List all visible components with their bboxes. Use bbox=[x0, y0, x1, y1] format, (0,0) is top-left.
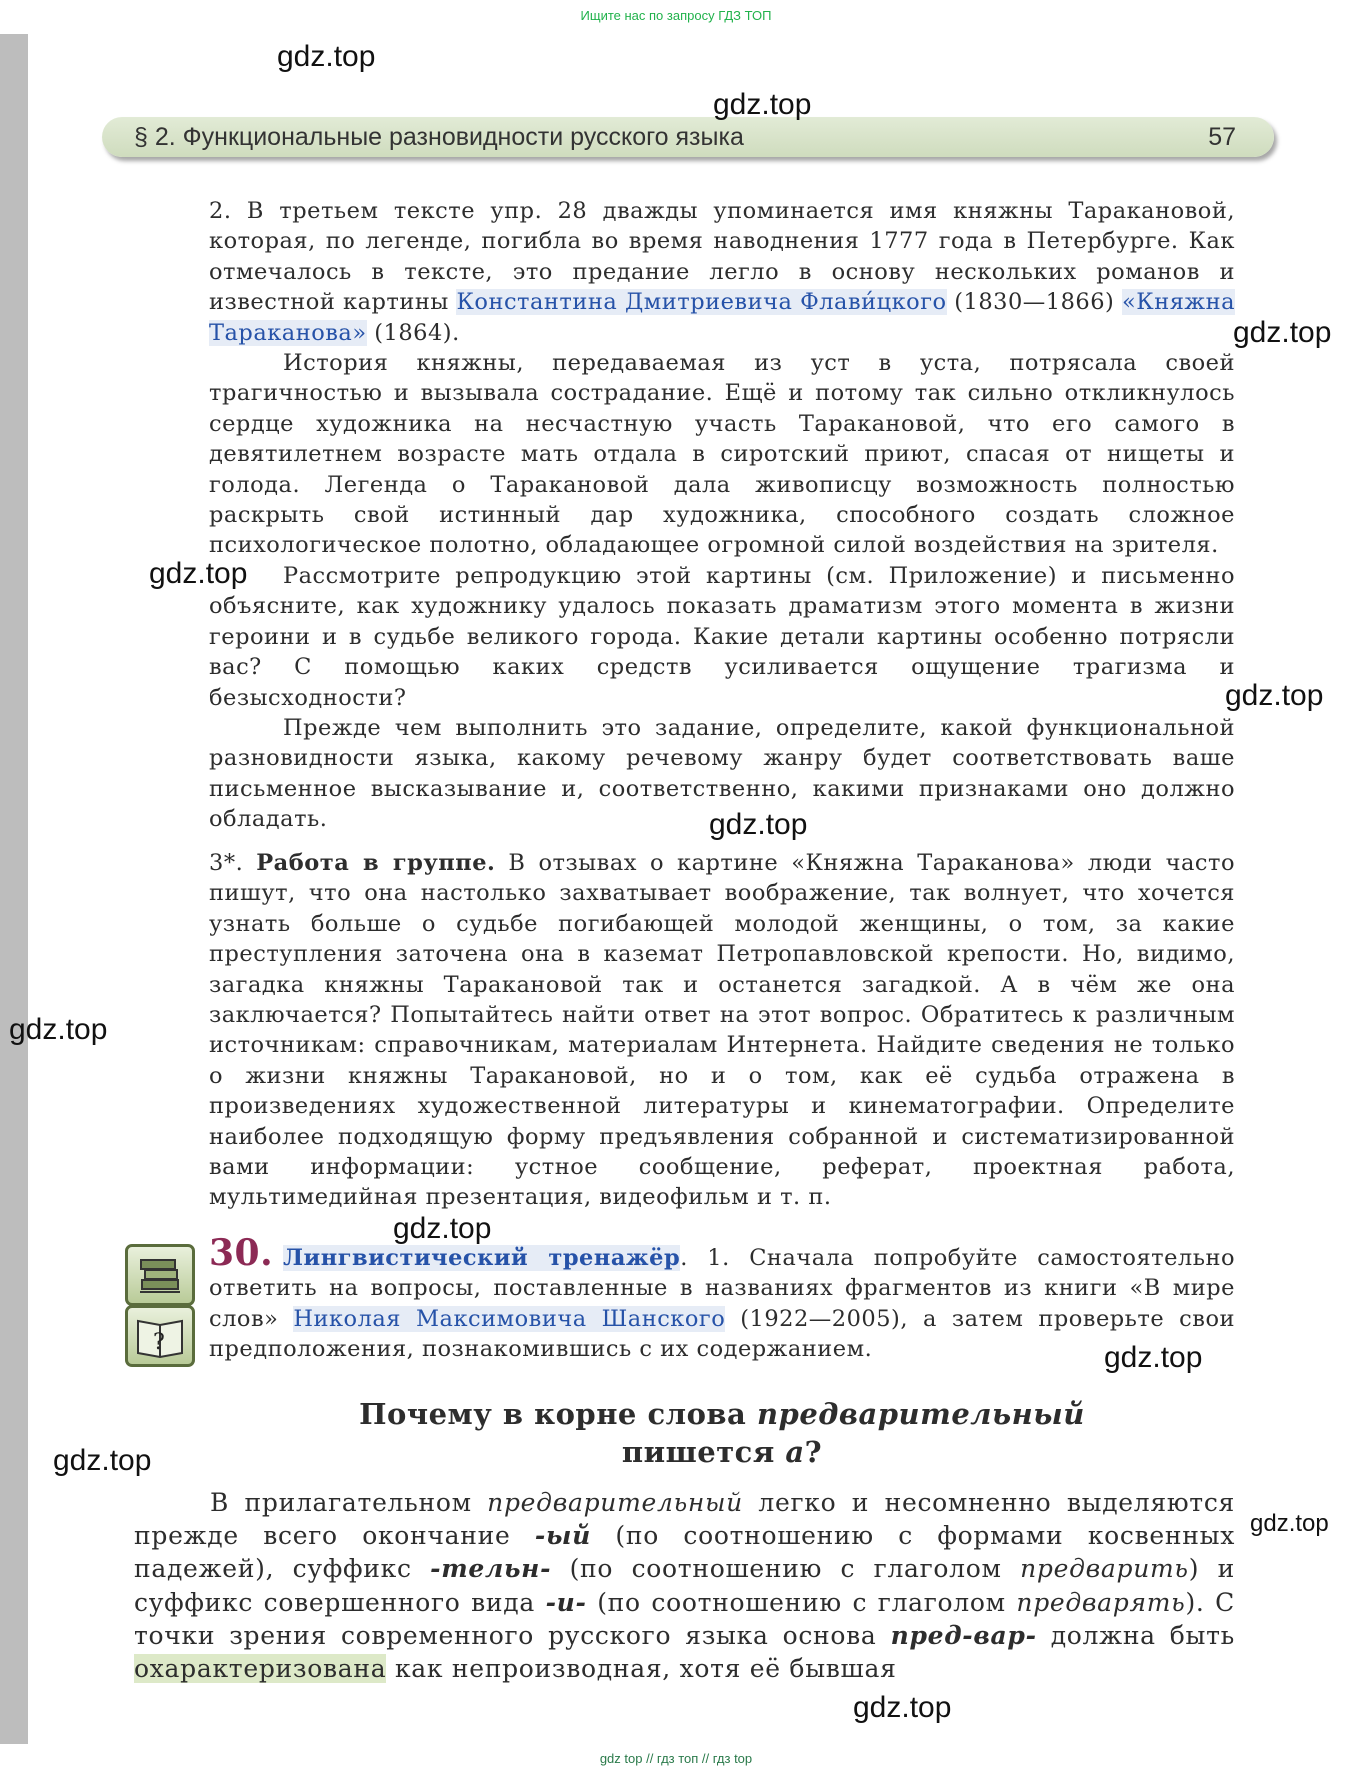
books-icon bbox=[125, 1244, 195, 1306]
bottom-banner[interactable]: gdz top // гдз топ // гдз top bbox=[599, 1751, 753, 1766]
fragment-heading: Почему в корне слова предварительный пишется а? bbox=[359, 1397, 1085, 1469]
watermark: gdz.top bbox=[9, 1013, 108, 1046]
author-link[interactable]: Николая Максимовича Шанского bbox=[293, 1305, 726, 1332]
section-header bbox=[102, 117, 1274, 157]
watermark: gdz.top bbox=[1225, 679, 1324, 712]
top-banner[interactable]: Ищите нас по запросу ГДЗ ТОП bbox=[580, 8, 772, 23]
watermark: gdz.top bbox=[709, 808, 808, 841]
painter-link[interactable]: Константина Дмитриевича Флави́цкого bbox=[456, 289, 947, 316]
watermark: gdz.top bbox=[1233, 316, 1332, 349]
watermark: gdz.top bbox=[149, 557, 248, 590]
task2-intro: 2. В третьем тексте упр. 28 дважды упоминается имя княжны Таракановой, которая, по легенде, погибла во время наводнения 1777 года в Петербурге. Как отмечалось в тексте, это предание легло в основу нескольких романов и известной картины Константина Дмитриевича Флави́цкого (1830—1866) «Княжна Тараканова» (1864). bbox=[209, 198, 1235, 346]
watermark: gdz.top bbox=[713, 88, 812, 121]
watermark: gdz.top bbox=[53, 1444, 152, 1477]
page-number: 57 bbox=[1208, 123, 1236, 151]
task3: 3*. Работа в группе. В отзывах о картине «Княжна Тараканова» люди часто пишут, что она настолько захватывает воображение, так волнует, что хочется узнать больше о судьбе погибающей молодой женщины, о том, за какие преступления заточена она в каземат Петропавловской крепости. Но, видимо, загадка княжны Таракановой так и останется загадкой. А в чём же она заключается? Попытайтесь найти ответ на этот вопрос. Обратитесь к различным источникам: справочникам, материалам Интернета. Найдите сведения не только о жизни княжны Таракановой, но и о том, как её судьба отражена в произведениях художественной литературы и кинематографии. Определите наиболее подходящую форму предъявления собранной и систематизированной вами информации: устное сообщение, реферат, проектная работа, мультимедийная презентация, видеофильм и т. п. bbox=[209, 850, 1236, 1211]
section-title: § 2. Функциональные разновидности русского языка bbox=[134, 123, 744, 151]
painting-link[interactable]: «Княжна Тараканова» bbox=[209, 289, 1235, 346]
task2-paragraph-2: История княжны, передаваемая из уст в уста, потрясала своей трагичностью и вызывала сострадание. Ещё и потому так сильно откликнулось сердце художника на несчастную участь Таракановой, что его самого в девятилетнем возрасте мать отдала в сиротский приют, спасая от нищеты и голода. Легенда о Таракановой дала живописцу возможность полностью раскрыть свой истинный дар художника, способного создать сложное психологическое полотно, обладающее огромной силой воздействия на зрителя. bbox=[209, 350, 1235, 559]
task3-label: Работа в группе. bbox=[256, 850, 496, 876]
watermark: gdz.top bbox=[1104, 1341, 1203, 1374]
left-scroll-gutter bbox=[0, 34, 28, 1744]
exercise-number: 30. bbox=[209, 1232, 274, 1274]
watermark: gdz.top bbox=[393, 1212, 492, 1245]
fragment-text: В прилагательном предварительный легко и несомненно выделяются прежде всего окончание -ый (по соотношению с формами косвенных падежей), суффикс -тельн- (по соотношению с глаголом предварить) и суффикс совершенного вида -и- (по соотношению с глаголом предварять). С точки зрения современного русского языка основа пред-вар- должна быть охарактеризована как непроизводная, хотя её бывшая bbox=[134, 1488, 1236, 1684]
task2-paragraph-3: Рассмотрите репродукцию этой картины (см. Приложение) и письменно объясните, как художнику удалось показать драматизм этого момента в жизни героини и в судьбе великого города. Какие детали картины особенно потрясли вас? С помощью каких средств усиливается ощущение трагизма и безысходности? bbox=[209, 563, 1235, 711]
task2-paragraph-4: Прежде чем выполнить это задание, определите, какой функциональной разновидности языка, какому речевому жанру будет соответствовать ваше письменное высказывание и, соответственно, какими признаками оно должно обладать. bbox=[209, 715, 1235, 833]
trainer-link[interactable]: Лингвистический тренажёр bbox=[283, 1245, 681, 1271]
watermark: gdz.top bbox=[1250, 1510, 1329, 1537]
svg-text:?: ? bbox=[153, 1330, 165, 1355]
watermark: gdz.top bbox=[853, 1691, 952, 1724]
question-book-icon bbox=[125, 1305, 195, 1367]
highlighted-word: охарактеризована bbox=[134, 1654, 387, 1684]
exercise-30: 30. Лингвистический тренажёр. 1. Сначала попробуйте самостоятельно ответить на вопросы, поставленные в названиях фрагментов из книги «В мире слов» Николая Максимовича Шанского (1922—2005), а затем проверьте свои предположения, познакомившись с их содержанием. bbox=[209, 1232, 1235, 1363]
watermark: gdz.top bbox=[277, 40, 376, 73]
